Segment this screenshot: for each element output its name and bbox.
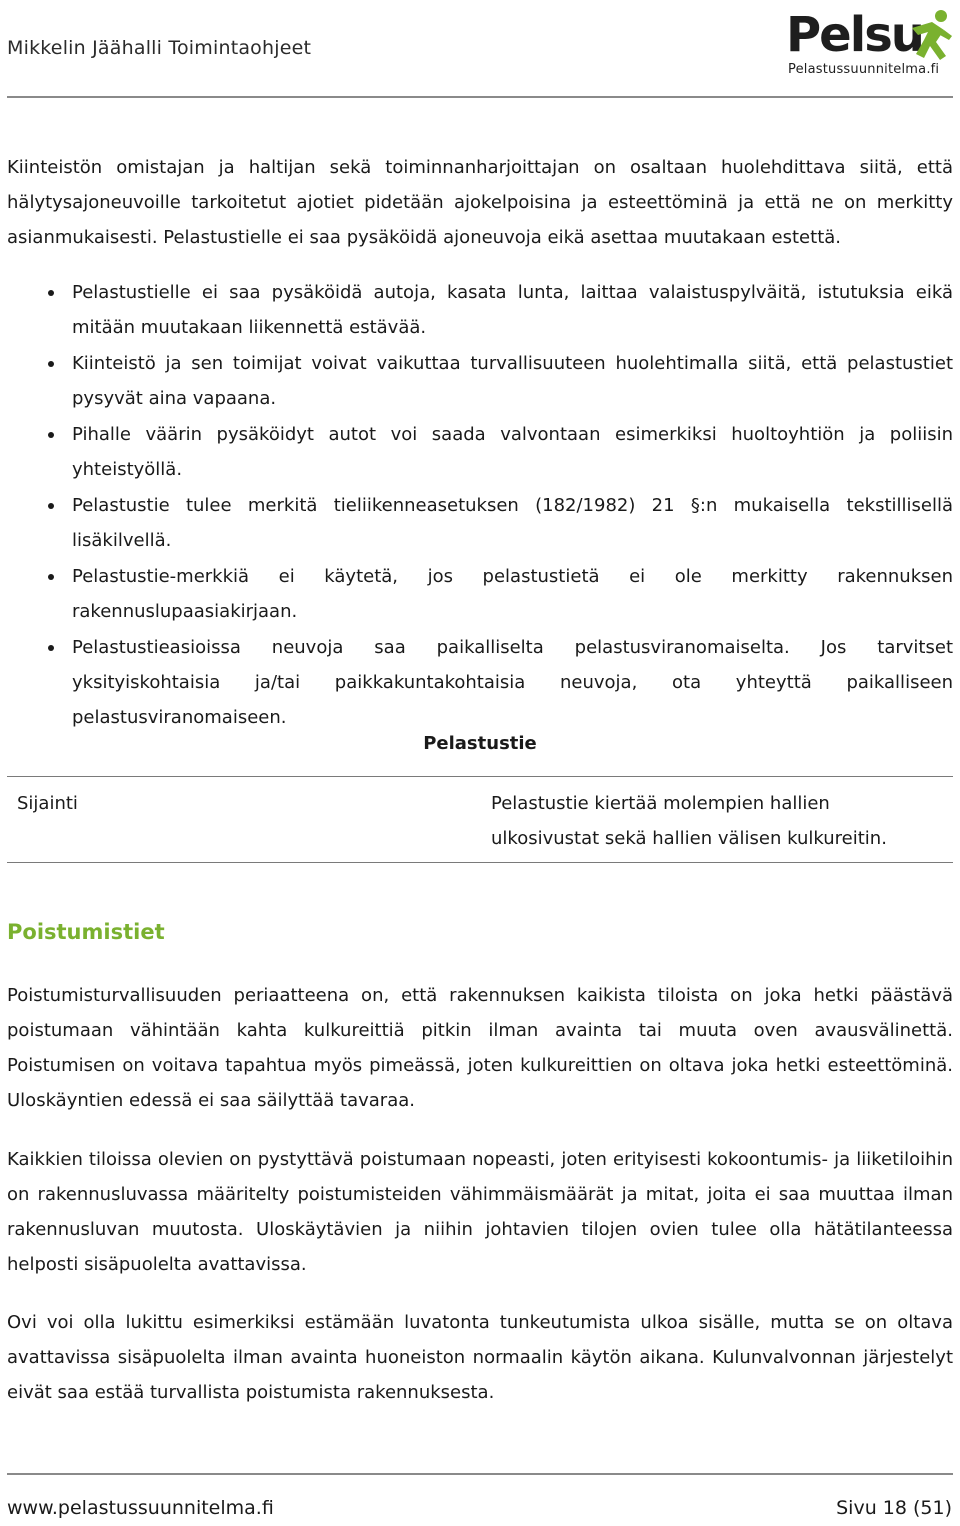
- bullet-icon: [48, 361, 54, 367]
- bullet-list: [0, 275, 953, 736]
- bullet-icon: [48, 432, 54, 438]
- section-paragraph: Poistumisturvallisuuden periaatteena on, että rakennuksen kaikista tiloista on joka hetki päästävä poistumaan vähintään kahta kulkureittiä pitkin ilman avainta tai muuta oven avausvälinettä. Poistumisen on voitava tapahtua myös pimeässä, joten kulkureittien on oltava joka hetki esteettöminä. Uloskäyntien edessä ei saa säilyttää tavaraa.: [7, 985, 953, 1111]
- list-item: [0, 488, 953, 558]
- bullet-text: Pihalle väärin pysäköidyt autot voi saada valvontaan esimerkiksi huoltoyhtiön ja poliisin yhteistyöllä.: [72, 424, 953, 480]
- list-item: [0, 275, 953, 345]
- bullet-icon: [48, 503, 54, 509]
- list-item: [0, 346, 953, 416]
- bullet-text: Pelastustieasioissa neuvoja saa paikalliselta pelastusviranomaiselta. Jos tarvitset yksityiskohtaisia ja/tai paikkakuntakohtaisia neuvoja, ota yhteyttä paikalliseen pelastusviranomaiseen.: [72, 637, 953, 728]
- document-header-title: Mikkelin Jäähalli Toimintaohjeet: [7, 37, 312, 59]
- section-paragraph: Kaikkien tiloissa olevien on pystyttävä poistumaan nopeasti, joten erityisesti kokoontumis- ja liiketiloihin on rakennusluvassa määritelty poistumisteiden vähimmäismäärät ja mitat, joita ei saa muuttaa ilman rakennusluvan muutosta. Uloskäytävien ja niihin johtavien tilojen ovien tulee olla hätätilanteessa helposti sisäpuolelta avattavissa.: [7, 1149, 953, 1275]
- bullet-text: Pelastustie-merkkiä ei käytetä, jos pelastustietä ei ole merkitty rakennuksen rakennuslupaasiakirjaan.: [72, 566, 953, 622]
- pelsu-logo: [786, 4, 954, 80]
- table-title: Pelastustie: [423, 733, 537, 754]
- table-top-rule: [7, 776, 953, 777]
- header-divider: [7, 96, 953, 98]
- list-item: [0, 417, 953, 487]
- intro-paragraph: Kiinteistön omistajan ja haltijan sekä toiminnanharjoittajan on osaltaan huolehdittava siitä, että hälytysajoneuvoille tarkoitetut ajotiet pidetään ajokelpoisina ja esteettöminä ja että ne on merkitty asianmukaisesti. Pelastustielle ei saa pysäköidä ajoneuvoja eikä asettaa muutakaan estettä.: [7, 157, 953, 248]
- bullet-icon: [48, 574, 54, 580]
- section-paragraph: Ovi voi olla lukittu esimerkiksi estämään luvatonta tunkeutumista ulkoa sisälle, mutta se on oltava avattavissa sisäpuolelta ilman avainta huoneiston normaalin käytön aikana. Kulunvalvonnan järjestelyt eivät saa estää turvallista poistumista rakennuksesta.: [7, 1312, 953, 1403]
- bullet-text: Kiinteistö ja sen toimijat voivat vaikuttaa turvallisuuteen huolehtimalla siitä, että pelastustiet pysyvät aina vapaana.: [72, 353, 953, 409]
- section-heading: Poistumistiet: [7, 920, 165, 944]
- footer-url: www.pelastussuunnitelma.fi: [7, 1497, 274, 1519]
- list-item: [0, 559, 953, 629]
- table-bottom-rule: [7, 862, 953, 863]
- bullet-icon: [48, 290, 54, 296]
- table-row-label: Sijainti: [17, 793, 78, 814]
- page-number: Sivu 18 (51): [836, 1497, 952, 1519]
- running-man-icon: [906, 8, 954, 64]
- bullet-text: Pelastustie tulee merkitä tieliikenneasetuksen (182/1982) 21 §:n mukaisella tekstillisellä lisäkilvellä.: [72, 495, 953, 551]
- bullet-text: Pelastustielle ei saa pysäköidä autoja, kasata lunta, laittaa valaistuspylväitä, istutuksia eikä mitään muutakaan liikennettä estävää.: [72, 282, 953, 338]
- list-item: [0, 630, 953, 735]
- logo-subtitle: Pelastussuunnitelma.fi: [788, 62, 940, 77]
- logo-wordmark: Pelsu: [786, 7, 923, 63]
- footer-divider: [7, 1473, 953, 1475]
- bullet-icon: [48, 645, 54, 651]
- table-row-value: Pelastustie kiertää molempien hallien ulkosivustat sekä hallien välisen kulkureitin.: [491, 793, 887, 849]
